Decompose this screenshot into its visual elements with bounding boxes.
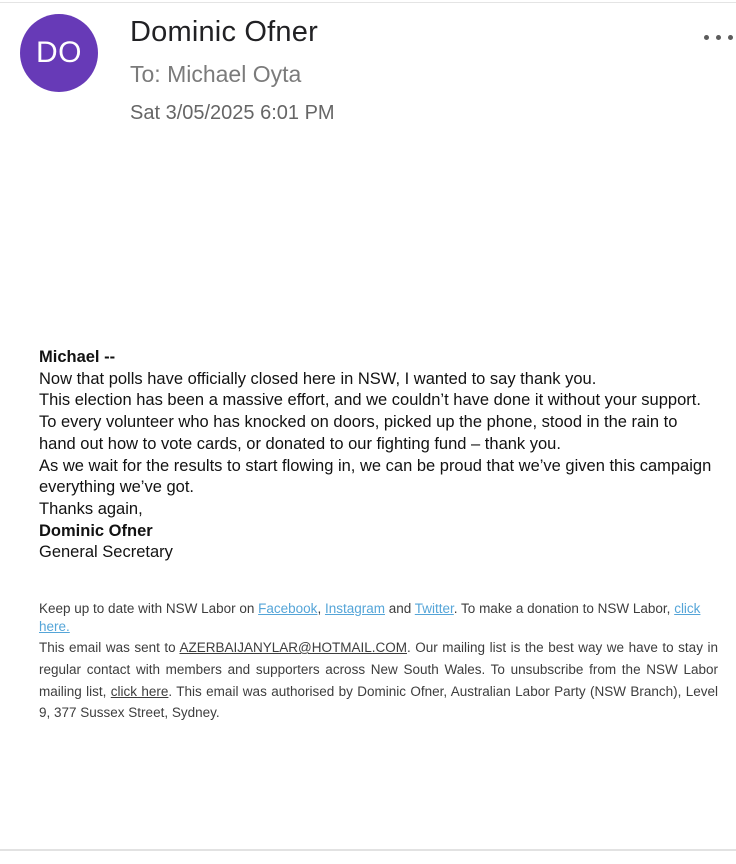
salutation: Michael --: [39, 348, 116, 366]
ellipsis-icon: [704, 35, 709, 40]
more-options-button[interactable]: [702, 33, 735, 42]
social-text: ,: [317, 601, 325, 616]
facebook-link[interactable]: Facebook: [258, 601, 318, 616]
header-text: [130, 14, 335, 125]
avatar-initials: DO: [36, 36, 82, 69]
social-text: . To make a donation to NSW Labor,: [453, 601, 675, 616]
social-text: and: [384, 601, 415, 616]
avatar[interactable]: [20, 14, 98, 92]
email-header: [20, 14, 696, 125]
twitter-link[interactable]: Twitter: [414, 601, 454, 616]
body-paragraph: To every volunteer who has knocked on doors, picked up the phone, stood in the rain to hand out how to vote cards, or donated to our fighting fund – thank you.: [39, 413, 678, 453]
recipient-email-link[interactable]: AZERBAIJANYLAR@HOTMAIL.COM: [179, 640, 407, 655]
signature-name: Dominic Ofner: [39, 521, 153, 540]
body-paragraph: As we wait for the results to start flowing in, we can be proud that we’ve given this campaign everything we’ve got.: [39, 456, 712, 497]
donate-link[interactable]: click here.: [39, 601, 701, 634]
ellipsis-icon: [716, 35, 721, 40]
fine-print: [39, 637, 718, 724]
sender-name: Dominic Ofner: [130, 16, 318, 48]
bottom-divider: [0, 849, 736, 851]
social-text: Keep up to date with NSW Labor on: [39, 601, 259, 616]
body-paragraph: This election has been a massive effort, and we couldn’t have done it without your support.: [39, 391, 701, 410]
unsubscribe-link[interactable]: click here: [110, 683, 169, 699]
instagram-link[interactable]: Instagram: [324, 601, 385, 616]
ellipsis-icon: [728, 35, 733, 40]
closing-line: Thanks again,: [39, 499, 143, 518]
fine-print-text: . Our mailing list is the best way we have to stay in regular contact with members and supporters across New South Wales. To unsubscribe from the NSW Labor mailing list,: [39, 640, 718, 699]
message-date: Sat 3/05/2025 6:01 PM: [130, 102, 335, 124]
body-paragraph: Now that polls have officially closed here in NSW, I wanted to say thank you.: [39, 369, 597, 388]
top-divider: [0, 2, 736, 3]
fine-print-text: This email was sent to: [39, 640, 180, 655]
fine-print-text: . This email was authorised by Dominic Ofner, Australian Labor Party (NSW Branch), Level 9, 377 Sussex Street, Sydney.: [39, 683, 718, 721]
message-body: [39, 347, 717, 564]
social-footer-line: [39, 600, 719, 636]
signature-title: General Secretary: [39, 543, 173, 562]
recipient-line[interactable]: To: Michael Oyta: [130, 61, 302, 87]
